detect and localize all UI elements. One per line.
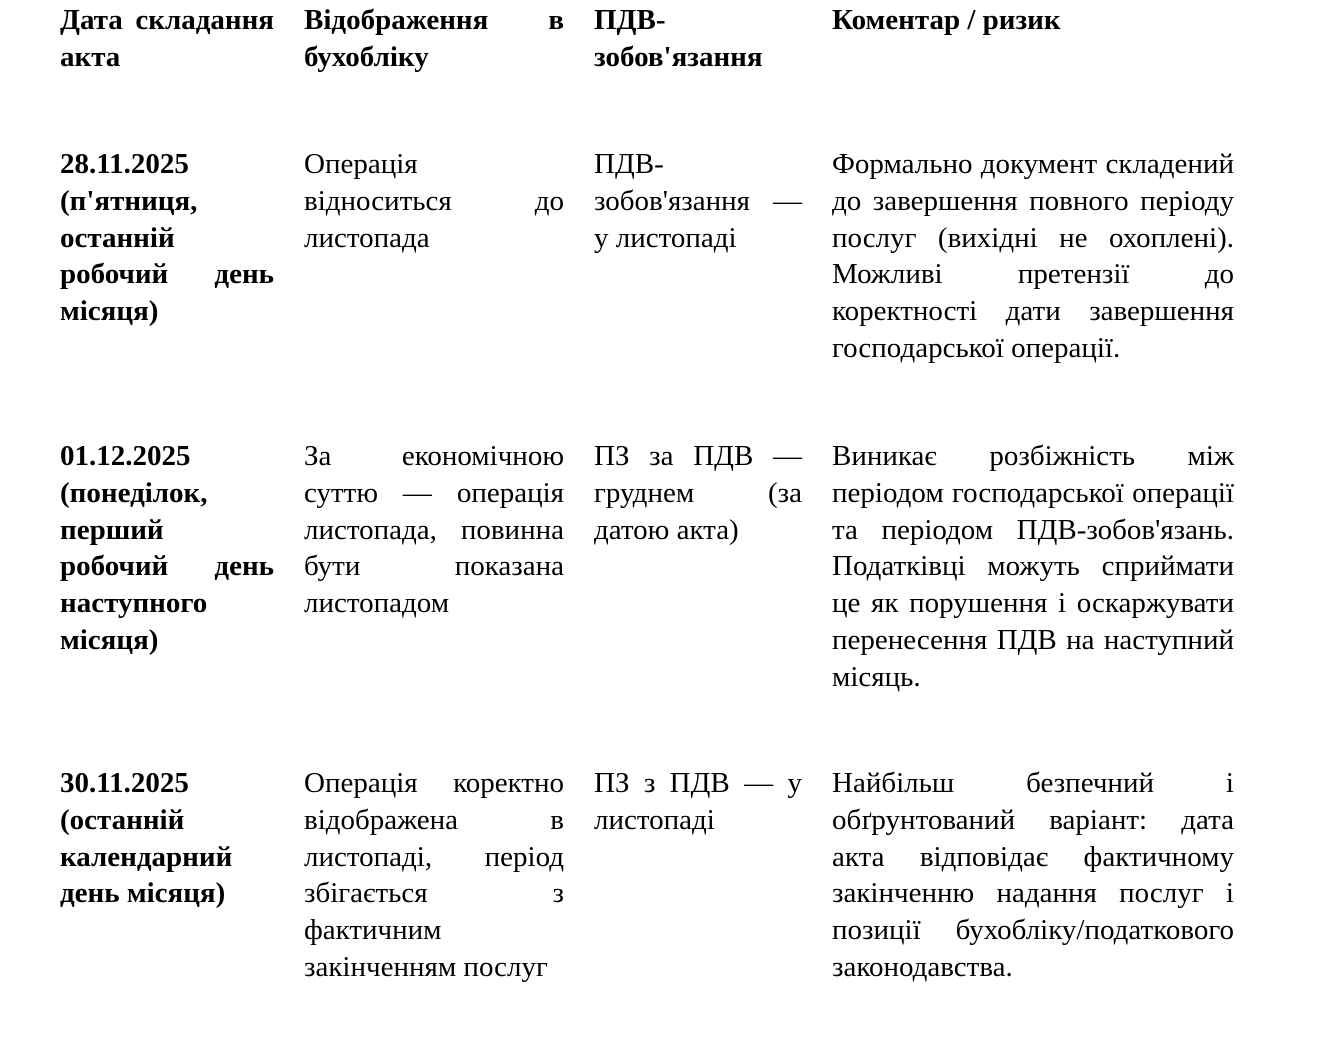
header-act-date: Дата складання акта (60, 4, 274, 73)
row-comment: Найбільш безпечний і обґрунтований варіант: дата акта відповідає фактичному закінченню надання послуг і позиції бухобліку/податкового законодавства. (832, 767, 1234, 983)
row-date: 28.11.2025 (п'ятниця, останній робочий день місяця) (60, 148, 274, 328)
header-comment-risk: Коментар / ризик (832, 4, 1061, 36)
table-row (60, 438, 1234, 765)
table-row (60, 146, 1234, 438)
row-date: 30.11.2025 (останній календарний день місяця) (60, 767, 233, 910)
vat-date-comparison-table (60, 2, 1234, 986)
row-vat: ПДВ-зобов'язання — у листопаді (594, 148, 802, 254)
row-comment: Формально документ складений до завершення повного періоду послуг (вихідні не охоплені). Можливі претензії до коректності дати завершення господарської операції. (832, 148, 1234, 364)
row-accounting: Операція відноситься до листопада (304, 148, 564, 254)
table-row (60, 765, 1234, 986)
row-accounting: За економічною суттю — операція листопада, повинна бути показана листопадом (304, 440, 564, 620)
header-vat-liability: ПДВ-зобов'язання (594, 4, 763, 73)
header-accounting: Відображення в бухобліку (304, 4, 564, 73)
row-accounting: Операція коректно відображена в листопаді, період збігається з фактичним закінченням послуг (304, 767, 564, 983)
row-comment: Виникає розбіжність між періодом господарської операції та періодом ПДВ-зобов'язань. Податківці можуть сприймати це як порушення і оскаржувати перенесення ПДВ на наступний місяць. (832, 440, 1234, 693)
table-header-row (60, 2, 1234, 146)
row-vat: ПЗ з ПДВ — у листопаді (594, 767, 802, 836)
row-date: 01.12.2025 (понеділок, перший робочий день наступного місяця) (60, 440, 274, 656)
row-vat: ПЗ за ПДВ — груднем (за датою акта) (594, 440, 802, 546)
